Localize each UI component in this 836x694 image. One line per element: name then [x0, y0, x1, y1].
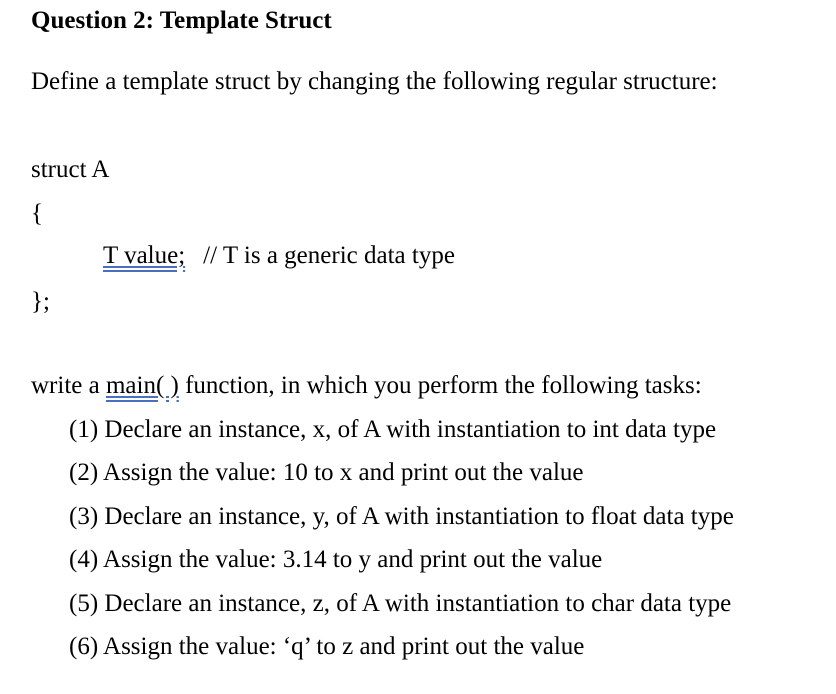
- instructions-prefix: write a: [31, 372, 106, 399]
- task-item: (3) Declare an instance, y, of A with instantiation to float data type: [69, 503, 734, 530]
- main-function-ref: main( ): [105, 372, 179, 399]
- question-heading: Question 2: Template Struct: [31, 7, 332, 34]
- member-comment: // T is a generic data type: [203, 242, 455, 269]
- question-intro: Define a template struct by changing the following regular structure:: [31, 68, 718, 95]
- task-item: (5) Declare an instance, z, of A with instantiation to char data type: [69, 590, 732, 617]
- struct-close-brace: };: [31, 288, 50, 315]
- task-item: (6) Assign the value: ‘q’ to z and print out the value: [69, 633, 585, 660]
- instructions-suffix: function, in which you perform the following tasks:: [178, 372, 702, 399]
- struct-open-brace: {: [31, 200, 43, 227]
- struct-member-line: [103, 243, 455, 268]
- member-declaration: T value;: [103, 242, 186, 269]
- task-item: (2) Assign the value: 10 to x and print out the value: [69, 459, 584, 486]
- instructions-lead: [31, 373, 702, 398]
- task-item: (4) Assign the value: 3.14 to y and print out the value: [69, 546, 603, 573]
- struct-declaration: struct A: [31, 156, 110, 183]
- task-item: (1) Declare an instance, x, of A with instantiation to int data type: [69, 416, 717, 443]
